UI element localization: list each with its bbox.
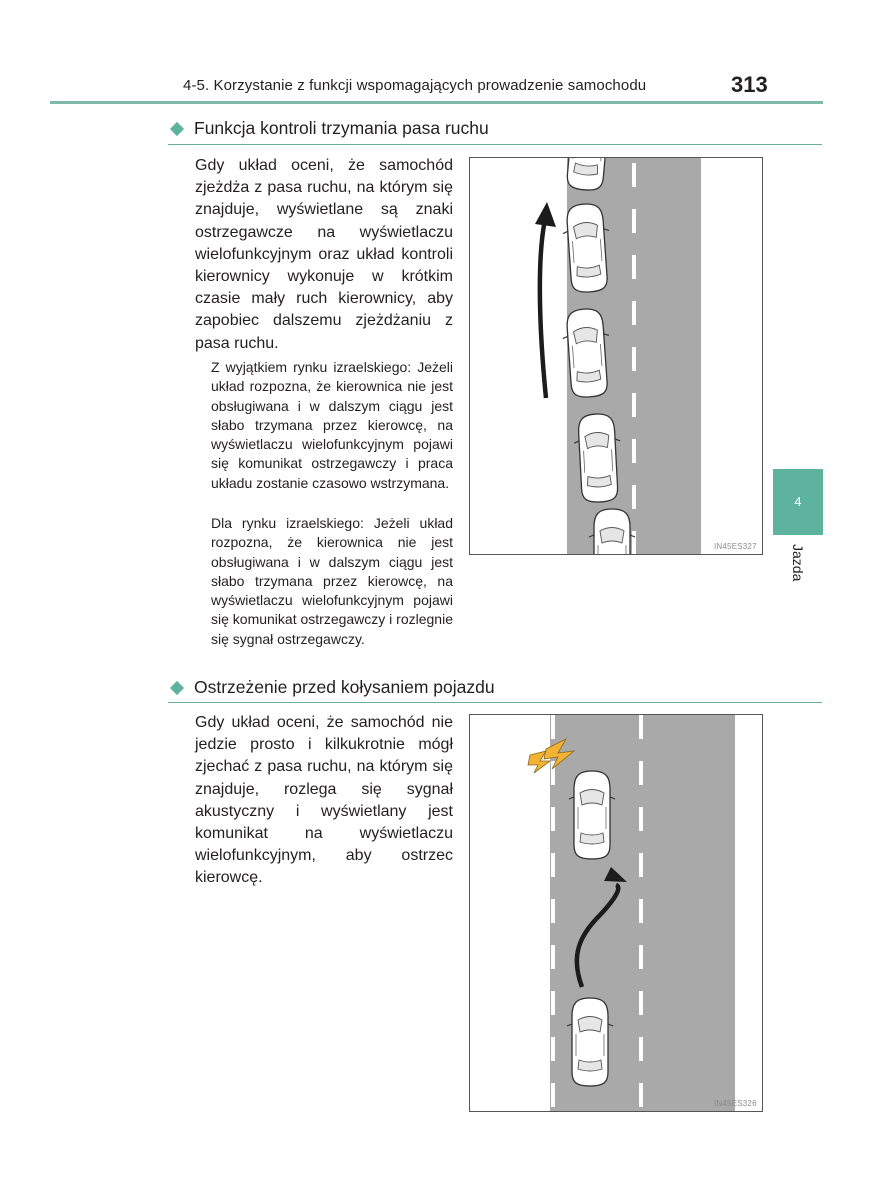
section-title-lane-keeping: [168, 118, 489, 139]
section-title-text: Ostrzeżenie przed kołysaniem pojazdu: [194, 677, 495, 697]
section-paragraph: Gdy układ oceni, że samochód zjeżdża z pasa ruchu, na którym się znajduje, wyświetlane są znaki ostrzegawcze na wyświetlaczu wielofunkcyjnym oraz układ kontroli kierownicy wykonuje w krótkim czasie mały ruch kierownicy, aby zapobiec dalszemu zjeżdżaniu z pasa ruchu.: [195, 157, 453, 352]
figure-code: IN45ES326: [714, 1099, 757, 1108]
lane-keeping-illustration: [470, 158, 762, 554]
diamond-bullet-icon: [170, 680, 184, 694]
section-divider: [168, 702, 822, 703]
chapter-title: 4-5. Korzystanie z funkcji wspomagających prowadzenie samochodu: [183, 77, 647, 94]
section-divider: [168, 144, 822, 145]
chapter-tab[interactable]: 4: [773, 469, 823, 535]
diamond-bullet-icon: [170, 121, 184, 135]
figure-code: IN45ES327: [714, 542, 757, 551]
lane-keeping-figure: [469, 157, 763, 555]
sway-warning-illustration: [470, 715, 762, 1111]
section-title-sway-warning: [168, 677, 495, 698]
sway-warning-figure: [469, 714, 763, 1112]
page-number: 313: [731, 72, 768, 97]
note-paragraph: Dla rynku izraelskiego: Jeżeli układ rozpozna, że kierownica nie jest obsługiwana i w dalszym ciągu jest słabo trzymana przez kierowcę, na wyświetlaczu wielofunkcyjnym pojawi się komunikat ostrzegawczy i rozlegnie się sygnał ostrzegawczy.: [211, 515, 453, 647]
section-title-text: Funkcja kontroli trzymania pasa ruchu: [194, 118, 489, 138]
section-paragraph: Gdy układ oceni, że samochód nie jedzie prosto i kilkukrotnie mógł zjechać z pasa ruchu, na którym się znajduje, rozlega się sygnał akustyczny i wyświetlany jest komunikat na wyświetlaczu wielofunkcyjnym, aby ostrzec kierowcę.: [195, 714, 453, 887]
chapter-tab-label: Jazda: [790, 544, 806, 582]
header-divider: [50, 101, 823, 104]
note-paragraph: Z wyjątkiem rynku izraelskiego: Jeżeli układ rozpozna, że kierownica nie jest obsługiwana i w dalszym ciągu jest słabo trzymana przez kierowcę, na wyświetlaczu wielofunkcyjnym pojawi się komunikat ostrzegawczy i praca układu zostanie czasowo wstrzymana.: [211, 359, 453, 491]
